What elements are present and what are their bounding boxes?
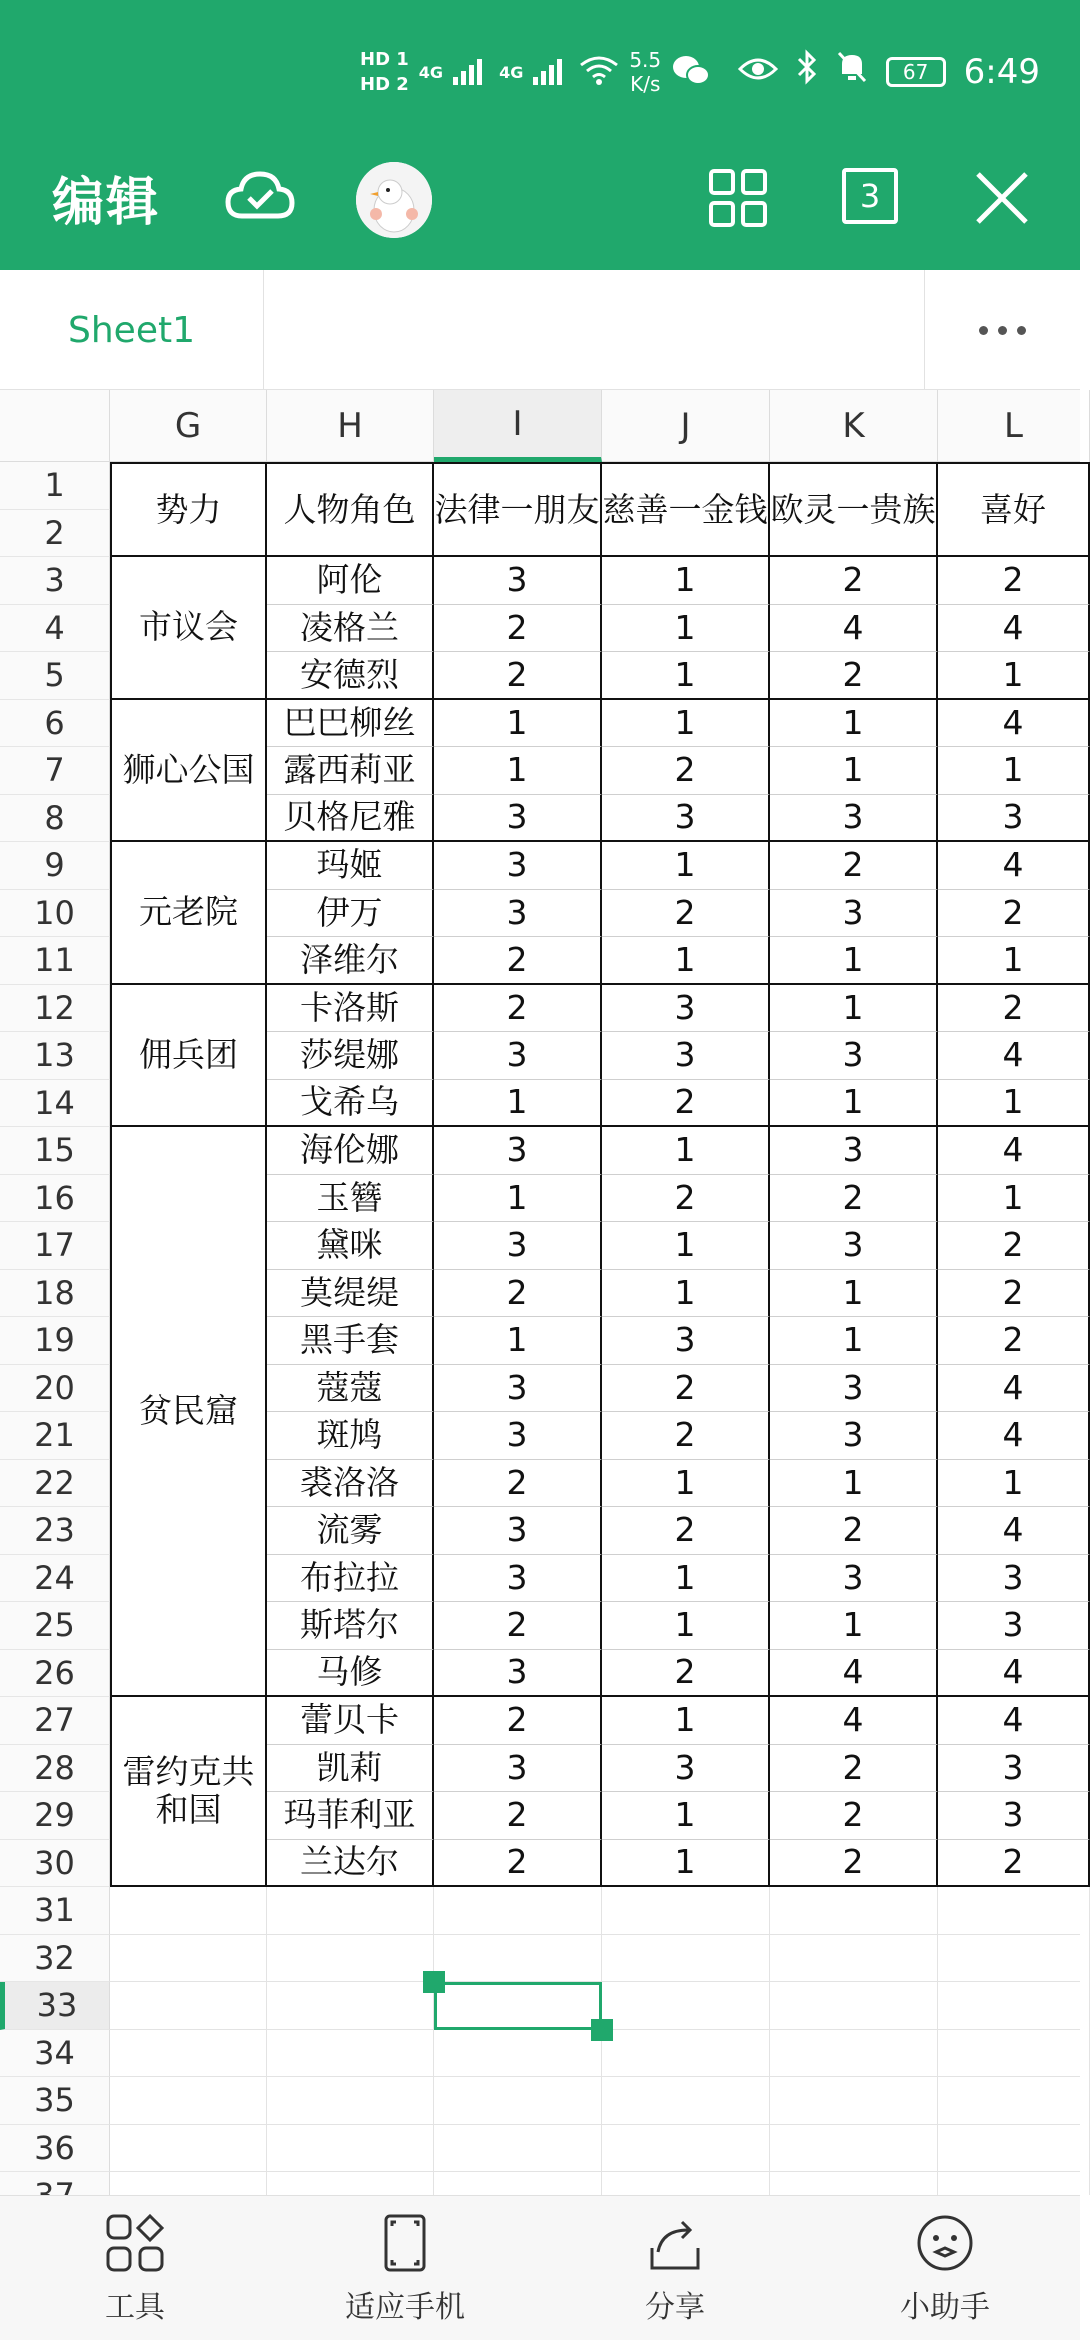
- row-header-10[interactable]: 10: [0, 890, 110, 938]
- value-cell[interactable]: 3: [434, 1555, 602, 1603]
- value-cell[interactable]: 3: [938, 1792, 1090, 1840]
- row-header-22[interactable]: 22: [0, 1460, 110, 1508]
- value-cell[interactable]: 2: [770, 1840, 938, 1888]
- row-header-6[interactable]: 6: [0, 700, 110, 748]
- value-cell[interactable]: 2: [602, 1080, 770, 1128]
- faction-cell: 狮心公国: [110, 700, 267, 843]
- row-header-32[interactable]: 32: [0, 1935, 110, 1983]
- row-header-27[interactable]: 27: [0, 1697, 110, 1745]
- character-cell[interactable]: 兰达尔: [267, 1840, 434, 1888]
- value-cell[interactable]: 2: [602, 890, 770, 938]
- value-cell[interactable]: 1: [602, 1222, 770, 1270]
- row-header-33[interactable]: 33: [0, 1982, 110, 2030]
- row-header-35[interactable]: 35: [0, 2077, 110, 2125]
- value-cell[interactable]: 1: [770, 1317, 938, 1365]
- character-cell[interactable]: 斑鸠: [267, 1412, 434, 1460]
- character-cell[interactable]: 海伦娜: [267, 1127, 434, 1175]
- value-cell[interactable]: 2: [434, 652, 602, 700]
- row-header-28[interactable]: 28: [0, 1745, 110, 1793]
- value-cell[interactable]: 1: [770, 1460, 938, 1508]
- faction-cell: 元老院: [110, 842, 267, 985]
- value-cell[interactable]: 4: [938, 1032, 1090, 1080]
- value-cell[interactable]: 3: [434, 890, 602, 938]
- value-cell[interactable]: 2: [938, 557, 1090, 605]
- value-cell[interactable]: 3: [770, 1555, 938, 1603]
- value-cell[interactable]: 3: [434, 1412, 602, 1460]
- sheet-tab-sheet1[interactable]: Sheet1: [0, 270, 264, 390]
- row-header-13[interactable]: 13: [0, 1032, 110, 1080]
- share-label: 分享: [645, 2289, 705, 2325]
- value-cell[interactable]: 3: [434, 1745, 602, 1793]
- bottom-toolbar: [0, 2195, 1080, 2340]
- value-cell[interactable]: 4: [770, 1650, 938, 1698]
- value-cell[interactable]: 2: [434, 985, 602, 1033]
- row-header-11[interactable]: 11: [0, 937, 110, 985]
- value-cell[interactable]: 4: [770, 605, 938, 653]
- user-avatar[interactable]: [356, 162, 432, 238]
- close-icon[interactable]: [972, 168, 1032, 228]
- tools-icon: [104, 2212, 166, 2274]
- value-cell[interactable]: 2: [770, 1745, 938, 1793]
- apps-grid-icon[interactable]: [708, 168, 768, 228]
- value-cell[interactable]: 2: [602, 1365, 770, 1413]
- character-cell[interactable]: 安德烈: [267, 652, 434, 700]
- value-cell[interactable]: 1: [770, 747, 938, 795]
- column-header-row: [0, 390, 1080, 462]
- fit-phone-label: 适应手机: [345, 2289, 465, 2325]
- row-header-29[interactable]: 29: [0, 1792, 110, 1840]
- speed-value: 5.5: [629, 48, 662, 72]
- row-header-16[interactable]: 16: [0, 1175, 110, 1223]
- value-cell[interactable]: 2: [938, 1222, 1090, 1270]
- row-header-20[interactable]: 20: [0, 1365, 110, 1413]
- table-header-cell: 慈善一金钱: [602, 462, 770, 557]
- value-cell[interactable]: 2: [434, 1270, 602, 1318]
- column-header-k[interactable]: K: [770, 390, 938, 462]
- value-cell[interactable]: 2: [770, 652, 938, 700]
- selection-handle-start[interactable]: [423, 1971, 445, 1993]
- assistant-label: 小助手: [900, 2289, 990, 2325]
- character-cell[interactable]: 裘洛洛: [267, 1460, 434, 1508]
- value-cell[interactable]: 4: [938, 1412, 1090, 1460]
- value-cell[interactable]: 2: [770, 557, 938, 605]
- character-cell[interactable]: 卡洛斯: [267, 985, 434, 1033]
- value-cell[interactable]: 2: [434, 1697, 602, 1745]
- hd1-indicator: HD 1: [360, 49, 409, 70]
- value-cell[interactable]: 4: [938, 1127, 1090, 1175]
- row-header-2[interactable]: 2: [0, 510, 110, 558]
- speed-unit: K/s: [630, 72, 661, 96]
- row-header-15[interactable]: 15: [0, 1127, 110, 1175]
- character-cell[interactable]: 阿伦: [267, 557, 434, 605]
- value-cell[interactable]: 4: [938, 1365, 1090, 1413]
- value-cell[interactable]: 1: [770, 700, 938, 748]
- more-options-icon[interactable]: [924, 270, 1080, 390]
- value-cell[interactable]: 2: [938, 1840, 1090, 1888]
- value-cell[interactable]: 2: [770, 1175, 938, 1223]
- table-header-cell: 法律一朋友: [434, 462, 602, 557]
- value-cell[interactable]: 1: [770, 1270, 938, 1318]
- faction-cell: 雷约克共和国: [110, 1697, 267, 1887]
- character-cell[interactable]: 蔻蔻: [267, 1365, 434, 1413]
- faction-cell: 市议会: [110, 557, 267, 700]
- value-cell[interactable]: 3: [434, 1507, 602, 1555]
- row-header-18[interactable]: 18: [0, 1270, 110, 1318]
- row-header-21[interactable]: 21: [0, 1412, 110, 1460]
- net1-label: 4G: [418, 62, 444, 82]
- table-header-cell: 欧灵一贵族: [770, 462, 938, 557]
- value-cell[interactable]: 4: [938, 1697, 1090, 1745]
- value-cell[interactable]: 1: [602, 1602, 770, 1650]
- value-cell[interactable]: 3: [770, 1222, 938, 1270]
- character-cell[interactable]: 露西莉亚: [267, 747, 434, 795]
- column-header-l[interactable]: L: [938, 390, 1090, 462]
- row-header-19[interactable]: 19: [0, 1317, 110, 1365]
- value-cell[interactable]: 1: [602, 1127, 770, 1175]
- spreadsheet-grid[interactable]: [0, 390, 1080, 2195]
- assistant-button[interactable]: [810, 2196, 1080, 2341]
- edit-title[interactable]: 编辑: [52, 173, 161, 233]
- value-cell[interactable]: 3: [602, 1317, 770, 1365]
- hd2-indicator: HD 2: [360, 74, 409, 95]
- faction-cell: 贫民窟: [110, 1127, 267, 1697]
- assistant-icon: [914, 2212, 976, 2274]
- value-cell[interactable]: 1: [770, 985, 938, 1033]
- value-cell[interactable]: 1: [602, 1460, 770, 1508]
- eye-icon: [738, 52, 778, 92]
- row-header-9[interactable]: 9: [0, 842, 110, 890]
- value-cell[interactable]: 3: [434, 1127, 602, 1175]
- value-cell[interactable]: 2: [602, 1650, 770, 1698]
- value-cell[interactable]: 1: [434, 700, 602, 748]
- character-cell[interactable]: 莫缇缇: [267, 1270, 434, 1318]
- value-cell[interactable]: 1: [602, 1840, 770, 1888]
- value-cell[interactable]: 1: [602, 937, 770, 985]
- row-header-36[interactable]: 36: [0, 2125, 110, 2173]
- value-cell[interactable]: 2: [602, 1175, 770, 1223]
- row-header-5[interactable]: 5: [0, 652, 110, 700]
- faction-cell: 佣兵团: [110, 985, 267, 1128]
- cloud-saved-icon[interactable]: [222, 160, 298, 236]
- fit-screen-icon: [374, 2212, 436, 2274]
- status-bar: [0, 40, 1080, 120]
- value-cell[interactable]: 2: [938, 1317, 1090, 1365]
- clock: 6:49: [963, 51, 1040, 92]
- row-header-7[interactable]: 7: [0, 747, 110, 795]
- gridline-horizontal: [110, 1934, 1080, 1935]
- status-right: [738, 50, 1040, 93]
- value-cell[interactable]: 3: [434, 1650, 602, 1698]
- value-cell[interactable]: 2: [434, 1602, 602, 1650]
- value-cell[interactable]: 4: [938, 1650, 1090, 1698]
- value-cell[interactable]: 3: [602, 795, 770, 843]
- value-cell[interactable]: 3: [434, 1222, 602, 1270]
- character-cell[interactable]: 贝格尼雅: [267, 795, 434, 843]
- value-cell[interactable]: 1: [602, 1792, 770, 1840]
- row-header-26[interactable]: 26: [0, 1650, 110, 1698]
- value-cell[interactable]: 2: [602, 1412, 770, 1460]
- value-cell[interactable]: 3: [938, 1602, 1090, 1650]
- value-cell[interactable]: 1: [602, 1270, 770, 1318]
- row-header-3[interactable]: 3: [0, 557, 110, 605]
- character-cell[interactable]: 凯莉: [267, 1745, 434, 1793]
- mute-bell-icon: [836, 50, 868, 93]
- table-header-cell: 人物角色: [267, 462, 434, 557]
- value-cell[interactable]: 1: [602, 557, 770, 605]
- value-cell[interactable]: 3: [434, 795, 602, 843]
- table-header-cell: 喜好: [938, 462, 1090, 557]
- value-cell[interactable]: 1: [602, 1555, 770, 1603]
- column-header-g[interactable]: G: [110, 390, 267, 462]
- value-cell[interactable]: 1: [434, 1080, 602, 1128]
- character-cell[interactable]: 玛菲利亚: [267, 1792, 434, 1840]
- value-cell[interactable]: 3: [770, 1365, 938, 1413]
- gridline-horizontal: [110, 2076, 1080, 2077]
- value-cell[interactable]: 1: [602, 1697, 770, 1745]
- value-cell[interactable]: 3: [434, 557, 602, 605]
- value-cell[interactable]: 4: [770, 1697, 938, 1745]
- value-cell[interactable]: 2: [938, 985, 1090, 1033]
- value-cell[interactable]: 1: [602, 652, 770, 700]
- value-cell[interactable]: 3: [602, 985, 770, 1033]
- value-cell[interactable]: 2: [434, 1460, 602, 1508]
- value-cell[interactable]: 2: [770, 842, 938, 890]
- row-header-24[interactable]: 24: [0, 1555, 110, 1603]
- character-cell[interactable]: 伊万: [267, 890, 434, 938]
- row-header-23[interactable]: 23: [0, 1507, 110, 1555]
- value-cell[interactable]: 1: [434, 1175, 602, 1223]
- value-cell[interactable]: 4: [938, 605, 1090, 653]
- value-cell[interactable]: 2: [434, 1792, 602, 1840]
- value-cell[interactable]: 2: [938, 1270, 1090, 1318]
- row-header-25[interactable]: 25: [0, 1602, 110, 1650]
- value-cell[interactable]: 3: [938, 1555, 1090, 1603]
- value-cell[interactable]: 1: [434, 1317, 602, 1365]
- value-cell[interactable]: 1: [770, 1602, 938, 1650]
- value-cell[interactable]: 1: [602, 605, 770, 653]
- selection-handle-end[interactable]: [591, 2019, 613, 2041]
- row-header-17[interactable]: 17: [0, 1222, 110, 1270]
- value-cell[interactable]: 1: [938, 1175, 1090, 1223]
- table-header-cell: 势力: [110, 462, 267, 557]
- value-cell[interactable]: 3: [938, 1745, 1090, 1793]
- character-cell[interactable]: 戈希乌: [267, 1080, 434, 1128]
- value-cell[interactable]: 3: [770, 1127, 938, 1175]
- net2-label: 4G: [499, 62, 524, 82]
- character-cell[interactable]: 玉簪: [267, 1175, 434, 1223]
- gridline-horizontal: [110, 2124, 1080, 2125]
- value-cell[interactable]: 3: [770, 1032, 938, 1080]
- window-count-button[interactable]: 3: [842, 168, 898, 224]
- value-cell[interactable]: 2: [434, 937, 602, 985]
- character-cell[interactable]: 玛姬: [267, 842, 434, 890]
- sheet-tab-bar: [0, 270, 1080, 390]
- status-left: [360, 48, 711, 96]
- value-cell[interactable]: 3: [434, 1032, 602, 1080]
- character-cell[interactable]: 斯塔尔: [267, 1602, 434, 1650]
- character-cell[interactable]: 流雾: [267, 1507, 434, 1555]
- share-icon: [644, 2212, 706, 2274]
- value-cell[interactable]: 1: [770, 1080, 938, 1128]
- fit-phone-button[interactable]: [270, 2196, 540, 2341]
- value-cell[interactable]: 3: [770, 890, 938, 938]
- main-toolbar: [0, 150, 1080, 250]
- character-cell[interactable]: 巴巴柳丝: [267, 700, 434, 748]
- tools-button[interactable]: [0, 2196, 270, 2341]
- value-cell[interactable]: 1: [434, 747, 602, 795]
- gridline-horizontal: [110, 2171, 1080, 2172]
- row-header-1[interactable]: 1: [0, 462, 110, 510]
- bluetooth-icon: [796, 50, 818, 93]
- value-cell[interactable]: 3: [434, 842, 602, 890]
- value-cell[interactable]: 2: [770, 1792, 938, 1840]
- character-cell[interactable]: 莎缇娜: [267, 1032, 434, 1080]
- value-cell[interactable]: 2: [602, 1507, 770, 1555]
- value-cell[interactable]: 4: [938, 842, 1090, 890]
- hd-indicators: [360, 49, 409, 95]
- value-cell[interactable]: 1: [602, 700, 770, 748]
- signal-2-icon: [533, 55, 569, 90]
- value-cell[interactable]: 1: [938, 1080, 1090, 1128]
- value-cell[interactable]: 2: [602, 747, 770, 795]
- value-cell[interactable]: 1: [938, 652, 1090, 700]
- value-cell[interactable]: 1: [938, 747, 1090, 795]
- row-header-30[interactable]: 30: [0, 1840, 110, 1888]
- wechat-icon: [671, 53, 711, 92]
- value-cell[interactable]: 2: [770, 1507, 938, 1555]
- row-header-4[interactable]: 4: [0, 605, 110, 653]
- row-header-34[interactable]: 34: [0, 2030, 110, 2078]
- character-cell[interactable]: 黑手套: [267, 1317, 434, 1365]
- selected-cell-i33[interactable]: [434, 1982, 602, 2030]
- select-all-corner[interactable]: [0, 390, 110, 462]
- column-header-i[interactable]: I: [434, 390, 602, 462]
- character-cell[interactable]: 蕾贝卡: [267, 1697, 434, 1745]
- value-cell[interactable]: 1: [938, 1460, 1090, 1508]
- net-speed: [629, 48, 661, 96]
- share-button[interactable]: [540, 2196, 810, 2341]
- column-header-h[interactable]: H: [267, 390, 434, 462]
- value-cell[interactable]: 3: [938, 795, 1090, 843]
- row-header-12[interactable]: 12: [0, 985, 110, 1033]
- value-cell[interactable]: 1: [602, 842, 770, 890]
- row-header-8[interactable]: 8: [0, 795, 110, 843]
- character-cell[interactable]: 泽维尔: [267, 937, 434, 985]
- row-header-14[interactable]: 14: [0, 1080, 110, 1128]
- value-cell[interactable]: 2: [938, 890, 1090, 938]
- value-cell[interactable]: 4: [938, 1507, 1090, 1555]
- value-cell[interactable]: 1: [770, 937, 938, 985]
- tools-label: 工具: [105, 2289, 165, 2325]
- character-cell[interactable]: 马修: [267, 1650, 434, 1698]
- row-header-31[interactable]: 31: [0, 1887, 110, 1935]
- value-cell[interactable]: 1: [938, 937, 1090, 985]
- character-cell[interactable]: 凌格兰: [267, 605, 434, 653]
- app-header: [0, 0, 1080, 270]
- signal-icon: [453, 55, 489, 90]
- value-cell[interactable]: 4: [938, 700, 1090, 748]
- wifi-icon: [579, 55, 619, 90]
- value-cell[interactable]: 2: [434, 1840, 602, 1888]
- value-cell[interactable]: 3: [602, 1745, 770, 1793]
- character-cell[interactable]: 布拉拉: [267, 1555, 434, 1603]
- value-cell[interactable]: 3: [434, 1365, 602, 1413]
- column-header-j[interactable]: J: [602, 390, 770, 462]
- value-cell[interactable]: 3: [770, 1412, 938, 1460]
- value-cell[interactable]: 2: [434, 605, 602, 653]
- character-cell[interactable]: 黛咪: [267, 1222, 434, 1270]
- battery-indicator: 67: [886, 57, 946, 87]
- value-cell[interactable]: 3: [602, 1032, 770, 1080]
- value-cell[interactable]: 3: [770, 795, 938, 843]
